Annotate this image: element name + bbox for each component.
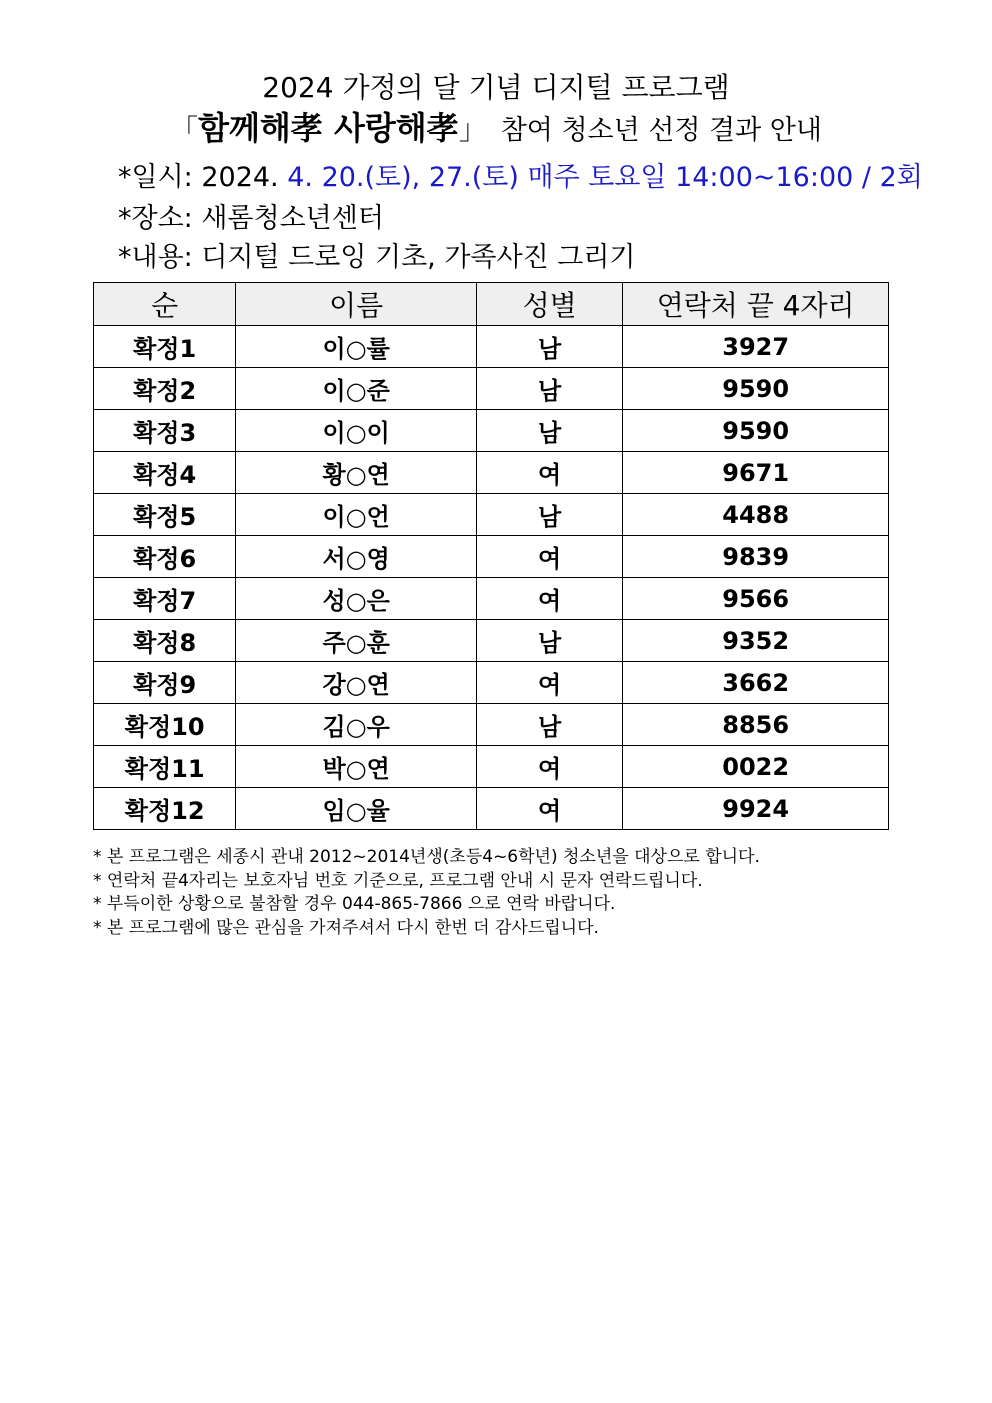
header-order: 순 [94,283,236,326]
cell-contact: 9352 [623,620,889,662]
cell-name: 김○우 [236,704,477,746]
participant-table [93,282,889,830]
cell-contact: 9590 [623,410,889,452]
cell-contact: 9590 [623,368,889,410]
cell-contact: 8856 [623,704,889,746]
cell-gender: 남 [476,704,622,746]
cell-gender: 남 [476,368,622,410]
cell-contact: 3662 [623,662,889,704]
table-row [94,578,889,620]
cell-name: 임○율 [236,788,477,830]
note-item: * 부득이한 상황으로 불참할 경우 044-865-7866 으로 연락 바랍니다. [93,894,616,914]
notes-section [93,846,760,940]
program-name: 함께해孝 사랑해孝 [198,109,459,147]
header-name: 이름 [236,283,477,326]
table-row [94,452,889,494]
open-bracket: 「 [170,113,199,146]
cell-gender: 남 [476,410,622,452]
cell-name: 이○이 [236,410,477,452]
note-item: * 본 프로그램에 많은 관심을 가져주셔서 다시 한번 더 감사드립니다. [93,917,599,938]
table-row [94,536,889,578]
table-row [94,620,889,662]
cell-gender: 남 [476,494,622,536]
cell-order: 확정9 [94,662,236,704]
header-gender: 성별 [476,283,622,326]
cell-gender: 여 [476,536,622,578]
cell-contact: 0022 [623,746,889,788]
cell-contact: 4488 [623,494,889,536]
cell-name: 서○영 [236,536,477,578]
cell-name: 이○언 [236,494,477,536]
cell-contact: 9924 [623,788,889,830]
table-row [94,494,889,536]
table-row [94,788,889,830]
cell-gender: 여 [476,452,622,494]
cell-order: 확정1 [94,326,236,368]
cell-order: 확정5 [94,494,236,536]
table-row [94,746,889,788]
header-contact: 연락처 끝 4자리 [623,283,889,326]
table-row [94,368,889,410]
cell-order: 확정4 [94,452,236,494]
cell-gender: 여 [476,788,622,830]
cell-order: 확정6 [94,536,236,578]
cell-name: 성○은 [236,578,477,620]
table-row [94,326,889,368]
cell-name: 이○준 [236,368,477,410]
table-row [94,662,889,704]
table-row [94,704,889,746]
cell-gender: 여 [476,662,622,704]
cell-name: 이○률 [236,326,477,368]
cell-order: 확정7 [94,578,236,620]
note-item: * 연락처 끝4자리는 보호자님 번호 기준으로, 프로그램 안내 시 문자 연락드립니다. [93,870,703,891]
date-label: *일시: 2024. [118,162,279,193]
subtitle-rest: 참여 청소년 선정 결과 안내 [500,115,822,146]
cell-order: 확정3 [94,410,236,452]
page-subtitle [0,106,992,153]
cell-contact: 9566 [623,578,889,620]
cell-contact: 9839 [623,536,889,578]
cell-name: 주○훈 [236,620,477,662]
cell-name: 박○연 [236,746,477,788]
date-value: 4. 20.(토), 27.(토) 매주 토요일 14:00~16:00 / 2회 [287,162,923,193]
note-item: * 본 프로그램은 세종시 관내 2012~2014년생(초등4~6학년) 청소년을 대상으로 합니다. [93,847,760,867]
info-content: *내용: 디지털 드로잉 기초, 가족사진 그리기 [118,242,636,273]
cell-name: 강○연 [236,662,477,704]
cell-gender: 남 [476,326,622,368]
cell-order: 확정12 [94,788,236,830]
table-row [94,410,889,452]
cell-gender: 남 [476,620,622,662]
cell-order: 확정10 [94,704,236,746]
cell-order: 확정2 [94,368,236,410]
table-header-row [94,283,889,326]
cell-contact: 9671 [623,452,889,494]
info-place: *장소: 새롬청소년센터 [118,203,384,234]
info-date [118,158,923,198]
cell-contact: 3927 [623,326,889,368]
cell-order: 확정11 [94,746,236,788]
cell-gender: 여 [476,746,622,788]
cell-gender: 여 [476,578,622,620]
page-title: 2024 가정의 달 기념 디지털 프로그램 [262,71,730,104]
cell-name: 황○연 [236,452,477,494]
cell-order: 확정8 [94,620,236,662]
close-bracket: 」 [458,113,487,146]
